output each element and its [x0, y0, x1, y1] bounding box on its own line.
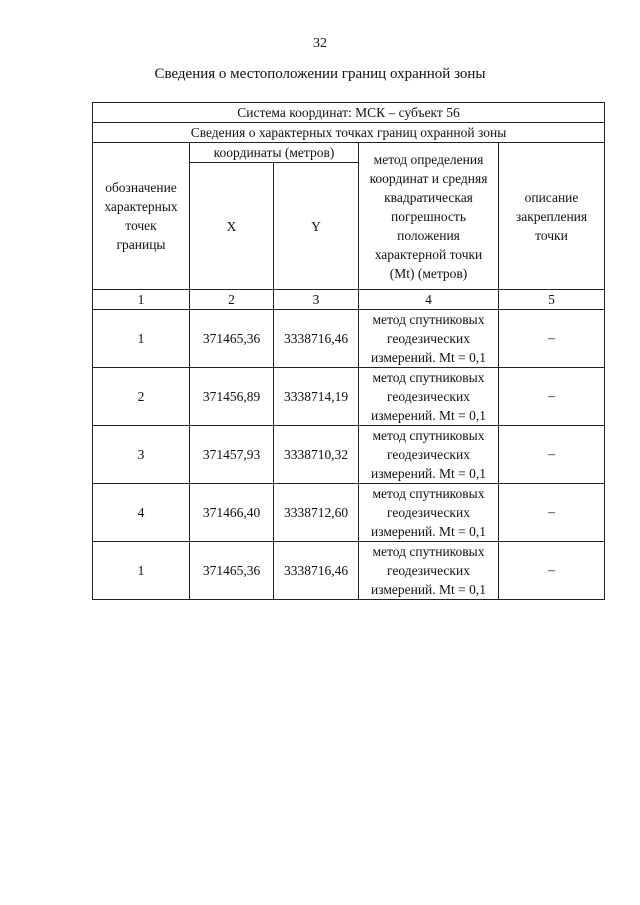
method-cell: [359, 542, 499, 600]
method-cell: [359, 310, 499, 368]
description-cell: –: [499, 310, 605, 368]
header-line: квадратическая: [384, 189, 473, 205]
column-number: 4: [359, 290, 499, 310]
method-line: измерений. Mt = 0,1: [370, 350, 487, 365]
table-row: [93, 426, 605, 484]
method-line: измерений. Mt = 0,1: [370, 408, 487, 423]
col-header-method: [359, 143, 499, 290]
coord-x: 371456,89: [190, 368, 274, 426]
description-cell: –: [499, 542, 605, 600]
header-line: описание: [524, 189, 579, 205]
table-row: [93, 484, 605, 542]
coord-y: 3338714,19: [274, 368, 359, 426]
header-line: положения: [397, 227, 460, 243]
coord-y: 3338710,32: [274, 426, 359, 484]
method-line: метод спутниковых: [372, 370, 485, 385]
boundary-points-table: [92, 102, 605, 600]
header-line: координат и средняя: [369, 170, 488, 186]
coord-x: 371465,36: [190, 542, 274, 600]
method-line: геодезических: [387, 389, 470, 404]
coord-y: 3338716,46: [274, 542, 359, 600]
coord-x: 371457,93: [190, 426, 274, 484]
point-id: 1: [93, 542, 190, 600]
method-cell: [359, 426, 499, 484]
method-line: метод спутниковых: [372, 428, 485, 443]
header-line: метод определения: [373, 151, 484, 167]
method-line: геодезических: [387, 447, 470, 462]
coord-x: 371465,36: [190, 310, 274, 368]
coord-y: 3338716,46: [274, 310, 359, 368]
section-header: Сведения о характерных точках границ охранной зоны: [93, 123, 605, 143]
column-number: 5: [499, 290, 605, 310]
method-cell: [359, 368, 499, 426]
column-number: 3: [274, 290, 359, 310]
col-header-coordinates: координаты (метров): [190, 143, 359, 163]
method-line: метод спутниковых: [372, 486, 485, 501]
column-number: 2: [190, 290, 274, 310]
header-line: характерной точки: [374, 246, 483, 262]
header-line: (Mt) (метров): [389, 265, 468, 281]
method-line: измерений. Mt = 0,1: [370, 524, 487, 539]
point-id: 1: [93, 310, 190, 368]
header-line: характерных: [104, 199, 178, 214]
point-id: 3: [93, 426, 190, 484]
coordinate-system-header: Система координат: МСК – субъект 56: [93, 103, 605, 123]
method-line: измерений. Mt = 0,1: [370, 466, 487, 481]
col-header-designation: [93, 143, 190, 290]
description-cell: –: [499, 368, 605, 426]
point-id: 2: [93, 368, 190, 426]
method-line: измерений. Mt = 0,1: [370, 582, 487, 597]
method-line: метод спутниковых: [372, 544, 485, 559]
coord-y: 3338712,60: [274, 484, 359, 542]
col-header-x: X: [190, 163, 274, 290]
document-title: Сведения о местоположении границ охранной зоны: [154, 66, 486, 82]
method-cell: [359, 484, 499, 542]
col-header-y: Y: [274, 163, 359, 290]
header-line: точки: [535, 227, 568, 243]
header-line: погрешность: [390, 208, 466, 224]
col-header-description: [499, 143, 605, 290]
table-row: [93, 368, 605, 426]
method-line: геодезических: [387, 331, 470, 346]
table-row: [93, 542, 605, 600]
header-line: закрепления: [515, 208, 588, 224]
table-row: [93, 310, 605, 368]
header-line: точек: [125, 218, 157, 233]
description-cell: –: [499, 484, 605, 542]
column-number: 1: [93, 290, 190, 310]
description-cell: –: [499, 426, 605, 484]
point-id: 4: [93, 484, 190, 542]
method-line: метод спутниковых: [372, 312, 485, 327]
page-number: 32: [313, 36, 327, 51]
header-line: обозначение: [105, 180, 177, 195]
coord-x: 371466,40: [190, 484, 274, 542]
method-line: геодезических: [387, 505, 470, 520]
header-line: границы: [116, 237, 166, 252]
method-line: геодезических: [387, 563, 470, 578]
